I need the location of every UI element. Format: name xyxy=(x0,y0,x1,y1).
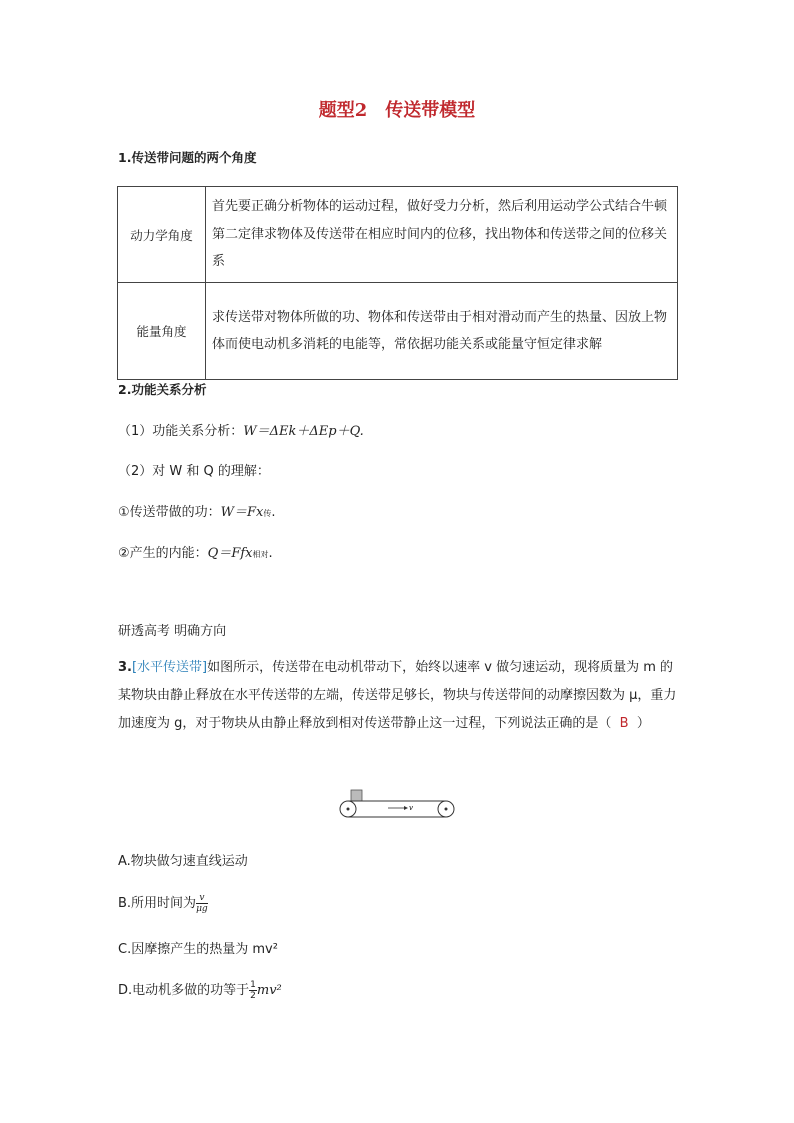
row-label-energy: 能量角度 xyxy=(118,283,206,380)
heat-prefix: ②产生的内能： xyxy=(118,546,208,561)
table-row xyxy=(118,187,678,283)
block-shape xyxy=(351,790,362,801)
question-answer: B xyxy=(619,716,629,731)
section-1-heading: 1.传送带问题的两个角度 xyxy=(118,150,257,165)
option-d[interactable] xyxy=(118,979,282,1001)
option-d-fraction: $\frac{1}{2}$ xyxy=(250,980,256,1001)
velocity-label: v xyxy=(409,804,413,812)
energy-relation-line xyxy=(118,420,364,439)
heat-formula: Q＝Ffx xyxy=(207,546,253,561)
understanding-line: （2）对 W 和 Q 的理解： xyxy=(118,464,270,479)
question-close: ） xyxy=(636,716,650,731)
question-tag[interactable]: [水平传送带] xyxy=(131,660,208,675)
heat-line: ②产生的内能：Q＝Ffx相对. xyxy=(118,546,273,561)
option-d-suffix: mv² xyxy=(256,983,282,998)
option-b[interactable] xyxy=(118,892,208,914)
question-stem: 如图所示，传送带在电动机带动下，始终以速率 v 做匀速运动，现将质量为 m 的某物块由静止释放在水平传送带的左端，传送带足够长，物块与传送带间的动摩擦因数为 μ，重力加速度为 g，对于物块从由静止释放到相对传送带静止这一过程，下列说法正确的是（ xyxy=(118,660,677,731)
row-text-dynamics: 首先要正确分析物体的运动过程，做好受力分析，然后利用运动学公式结合牛顿第二定律求物体及传送带在相应时间内的位移，找出物体和传送带之间的位移关系 xyxy=(206,187,678,283)
energy-relation-prefix: （1）功能关系分析： xyxy=(118,424,244,439)
energy-relation-formula: W＝ΔEk＋ΔEp＋Q. xyxy=(243,424,364,439)
conveyor-belt-figure xyxy=(336,786,458,822)
question-number: 3. xyxy=(118,660,132,675)
section-2-heading: 2.功能关系分析 xyxy=(118,382,207,397)
option-b-fraction: $\frac{v}{\mu g}$ xyxy=(196,893,208,914)
heat-subscript: 相对 xyxy=(252,550,269,559)
belt-work-line: ①传送带做的功：W＝Fx传. xyxy=(118,505,276,520)
option-c[interactable]: C.因摩擦产生的热量为 mv² xyxy=(118,942,278,957)
section-3-heading: 研透高考 明确方向 xyxy=(118,624,227,639)
option-d-prefix: D.电动机多做的功等于 xyxy=(118,983,250,998)
row-label-dynamics: 动力学角度 xyxy=(118,187,206,283)
comparison-table xyxy=(117,186,678,380)
row-text-energy: 求传送带对物体所做的功、物体和传送带由于相对滑动而产生的热量、因放上物体而使电动机多消耗的电能等，常依据功能关系或能量守恒定律求解 xyxy=(206,283,678,380)
page-title: 题型2 传送带模型 xyxy=(318,100,476,121)
option-b-prefix: B.所用时间为 xyxy=(118,896,197,911)
belt-work-formula: W＝Fx xyxy=(220,505,264,520)
table-row xyxy=(118,283,678,380)
belt-work-prefix: ①传送带做的功： xyxy=(118,505,221,520)
belt-work-subscript: 传 xyxy=(263,509,272,518)
question-3 xyxy=(118,654,678,738)
option-a[interactable]: A.物块做匀速直线运动 xyxy=(118,854,248,869)
